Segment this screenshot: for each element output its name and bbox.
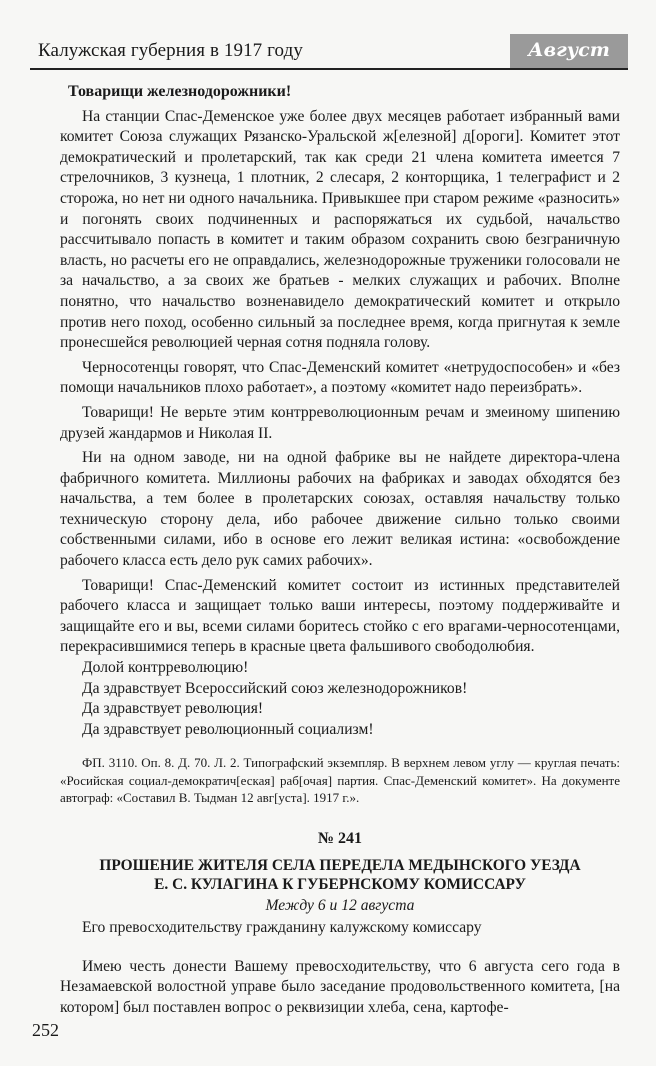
slogan-4: Да здравствует революционный социализм! — [82, 720, 374, 738]
archive-note: ФП. 3110. Оп. 8. Д. 70. Л. 2. Типографский экземпляр. В верхнем левом углу — круглая печать: «Росийская социал-демократич[еская] раб[очая] партия. Спас-Деменский комитет». На документе автограф: «Составил В. Тыдман 12 авг[уста]. 1917 г.». — [60, 755, 620, 806]
slogan-2: Да здравствует Всероссийский союз железнодорожников! — [82, 679, 468, 697]
appeal-paragraph-4: Ни на одном заводе, ни на одной фабрике вы не найдете директора-члена фабричного комитета. Миллионы рабочих на фабриках и заводах обходятся без начальства, а тем более в пролетарских союзах, оставляя начальству только техническую сторону дела, ибо рабочее движение сильно только своими собственными силами, ибо в основе его лежит великая истина: «освобождение рабочего класса есть дело рук самих рабочих». — [60, 449, 620, 570]
month-tab: Август — [510, 34, 628, 68]
page-number: 252 — [32, 1020, 59, 1040]
document-number: № 241 — [317, 829, 363, 847]
appeal-paragraph-1: На станции Спас-Деменское уже более двух месяцев работает избранный вами комитет Союза служащих Рязанско-Уральской ж[елезной] д[ороги]. Комитет этот демократический и пролетарский, так как среди 21 члена комитета имеется 7 стрелочников, 3 кузнеца, 1 плотник, 2 слесаря, 2 конторщика, 1 телеграфист и 2 сторожа, но нет ни одного начальника. Привыкшее при старом режиме «разносить» и погонять своих подчиненных и распоряжаться их судьбой, начальство рассчитывало попасть в комитет и таким образом сохранить свою безграничную власть, но расчеты его не оправдались, железнодорожные труженики голосовали не за начальство, а за своих же братьев - мелких служащих и рабочих. Вполне понятно, что начальство возненавидело демократический комитет и открыло против него поход, особенно сильный за последнее время, когда пригнутая к земле пронесшейся революцией черная сотня подняла голову. — [60, 107, 620, 352]
document-title-line-2: Е. С. КУЛАГИНА К ГУБЕРНСКОМУ КОМИССАРУ — [154, 875, 526, 893]
document-body: Имею честь донести Вашему превосходительству, что 6 августа сего года в Незамаевской волостной управе было заседание продовольственного комитета, [на котором] был поставлен вопрос о реквизиции хлеба, сена, картофе- — [60, 957, 620, 1016]
document-address: Его превосходительству гражданину калужскому комиссару — [82, 919, 482, 937]
appeal-paragraph-2: Черносотенцы говорят, что Спас-Деменский комитет «нетрудоспособен» и «без помощи начальников плохо работает», а поэтому «комитет надо переизбрать». — [60, 358, 620, 397]
appeal-paragraph-3: Товарищи! Не верьте этим контрреволюционным речам и змеиному шипению друзей жандармов и Николая II. — [60, 403, 620, 442]
running-header — [30, 34, 628, 70]
appeal-heading: Товарищи железнодорожники! — [68, 83, 292, 100]
running-title: Калужская губерния в 1917 году — [38, 40, 303, 61]
page-content — [60, 82, 620, 1018]
slogan-1: Долой контрреволюцию! — [82, 659, 249, 677]
appeal-paragraph-5: Товарищи! Спас-Деменский комитет состоит из истинных представителей рабочего класса и защищает только ваши интересы, поэтому поддерживайте и защищайте его и вы, всеми силами боритесь стойко с его врагами-черносотенцами, перекрасившимися теперь в красные цвета фальшивого свободолюбия. — [60, 576, 620, 656]
document-date: Между 6 и 12 августа — [265, 896, 415, 914]
document-title — [60, 856, 620, 894]
slogans — [60, 658, 620, 740]
document-title-line-1: ПРОШЕНИЕ ЖИТЕЛЯ СЕЛА ПЕРЕДЕЛА МЕДЫНСКОГО УЕЗДА — [99, 856, 581, 874]
slogan-3: Да здравствует революция! — [82, 700, 264, 718]
